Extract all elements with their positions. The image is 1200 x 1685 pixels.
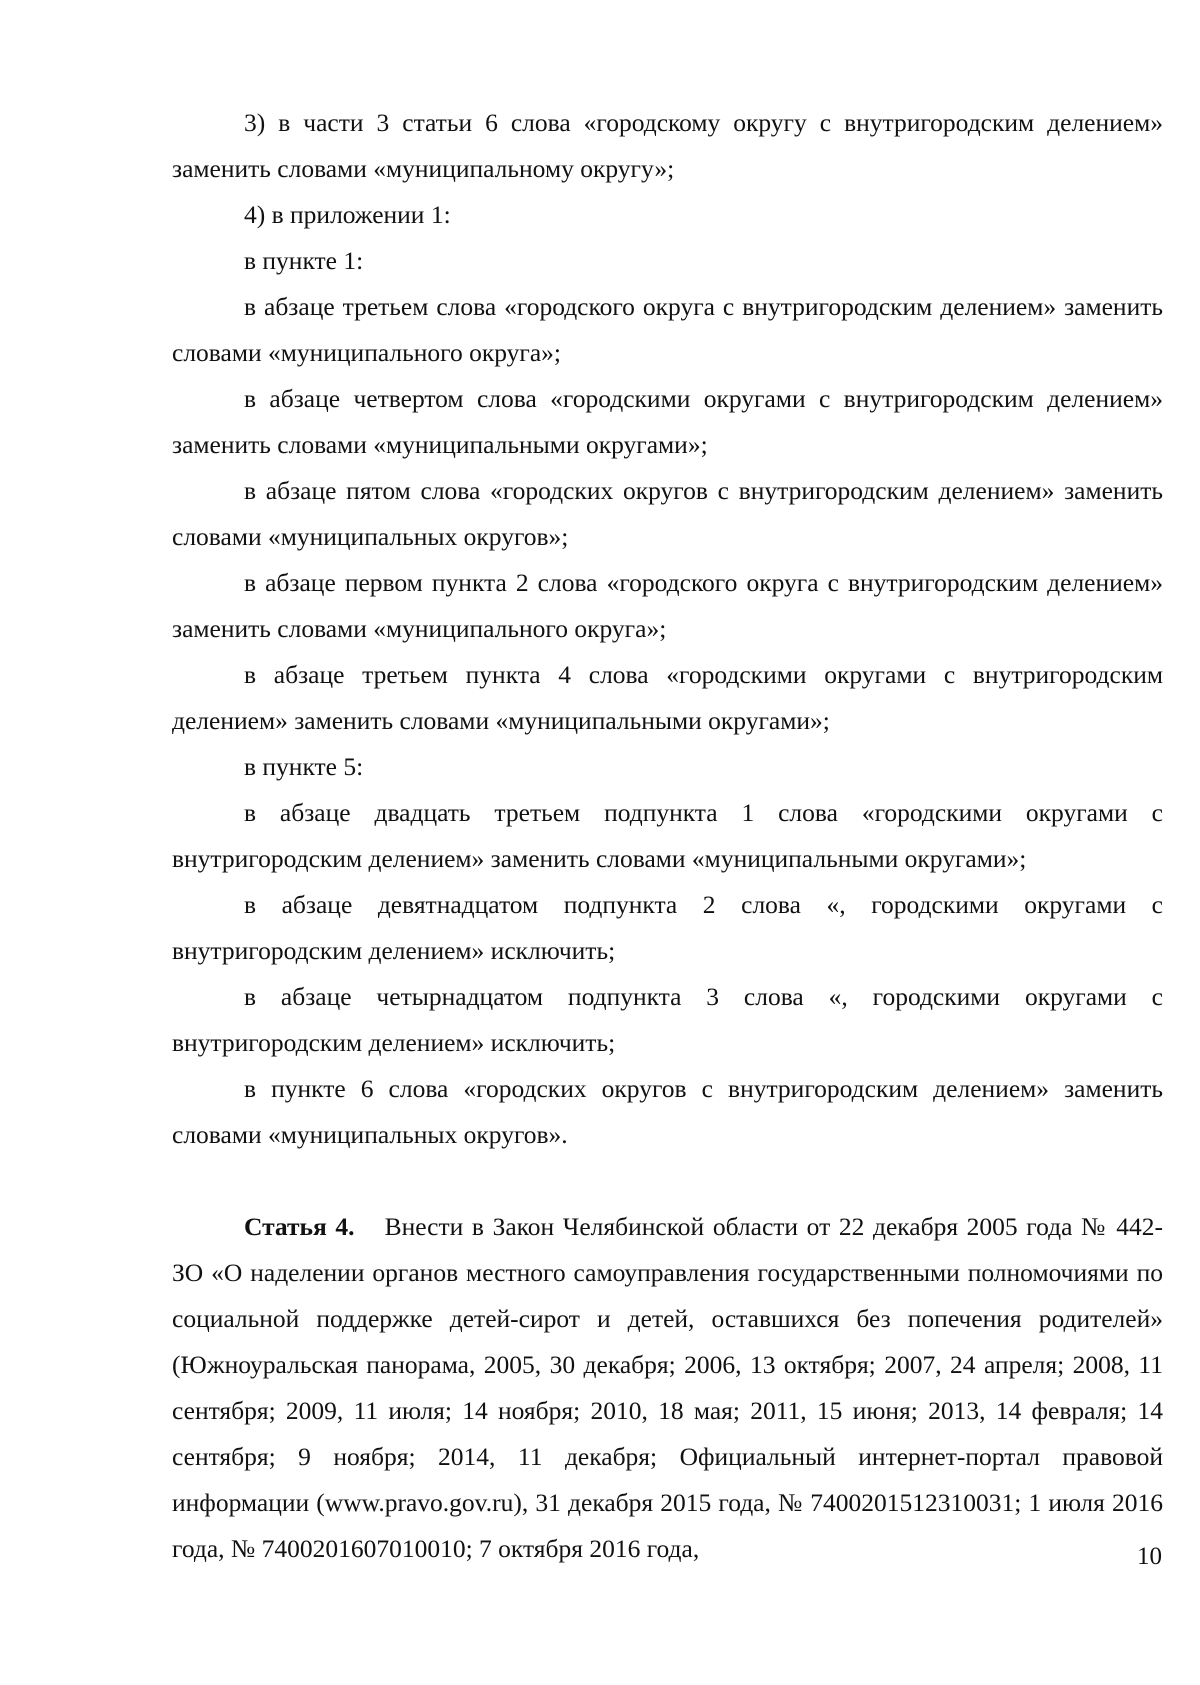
paragraph-abzac-4: в абзаце четвертом слова «городскими округами с внутригородским делением» заменить словами «муниципальными округами»; (172, 384, 1163, 459)
paragraph-abzac-3: в абзаце третьем слова «городского округа с внутригородским делением» заменить словами «муниципального округа»; (172, 292, 1163, 367)
article-4 (172, 1204, 1163, 1572)
article-4-text: Внести в Закон Челябинской области от 22 декабря 2005 года № 442-ЗО «О наделении органов местного самоуправления государственными полномочиями по социальной поддержке детей-сирот и детей, оставшихся без попечения родителей» (Южноуральская панорама, 2005, 30 декабря; 2006, 13 октября; 2007, 24 апреля; 2008, 11 сентября; 2009, 11 июля; 14 ноября; 2010, 18 мая; 2011, 15 июня; 2013, 14 февраля; 14 сентября; 9 ноября; 2014, 11 декабря; Официальный интернет-портал правовой информации (www.pravo.gov.ru), 31 декабря 2015 года, № 7400201512310031; 1 июля 2016 года, № 7400201607010010; 7 октября 2016 года, (172, 1212, 1163, 1563)
paragraph-item-3: 3) в части 3 статьи 6 слова «городскому округу с внутригородским делением» заменить словами «муниципальному округу»; (172, 108, 1163, 183)
paragraph-point-6: в пункте 6 слова «городских округов с внутригородским делением» заменить словами «муниципальных округов». (172, 1074, 1163, 1149)
paragraph-point-5: в пункте 5: (244, 752, 364, 781)
paragraph-point-2: в абзаце первом пункта 2 слова «городского округа с внутригородским делением» заменить словами «муниципального округа»; (172, 568, 1163, 643)
paragraph-subpoint-3: в абзаце четырнадцатом подпункта 3 слова «, городскими округами с внутригородским делением» исключить; (172, 982, 1163, 1057)
paragraph-abzac-5: в абзаце пятом слова «городских округов с внутригородским делением» заменить словами «муниципальных округов»; (172, 476, 1163, 551)
paragraph-subpoint-1: в абзаце двадцать третьем подпункта 1 слова «городскими округами с внутригородским делением» заменить словами «муниципальными округами»; (172, 798, 1163, 873)
paragraph-item-4: 4) в приложении 1: (244, 200, 451, 229)
paragraph-point-4: в абзаце третьем пункта 4 слова «городскими округами с внутригородским делением» заменить словами «муниципальными округами»; (172, 660, 1163, 735)
article-4-heading: Статья 4. (244, 1212, 355, 1241)
paragraph-point-1: в пункте 1: (244, 246, 364, 275)
document-body (172, 100, 1163, 1572)
page-number: 10 (1137, 1543, 1162, 1570)
paragraph-subpoint-2: в абзаце девятнадцатом подпункта 2 слова «, городскими округами с внутригородским делением» исключить; (172, 890, 1163, 965)
